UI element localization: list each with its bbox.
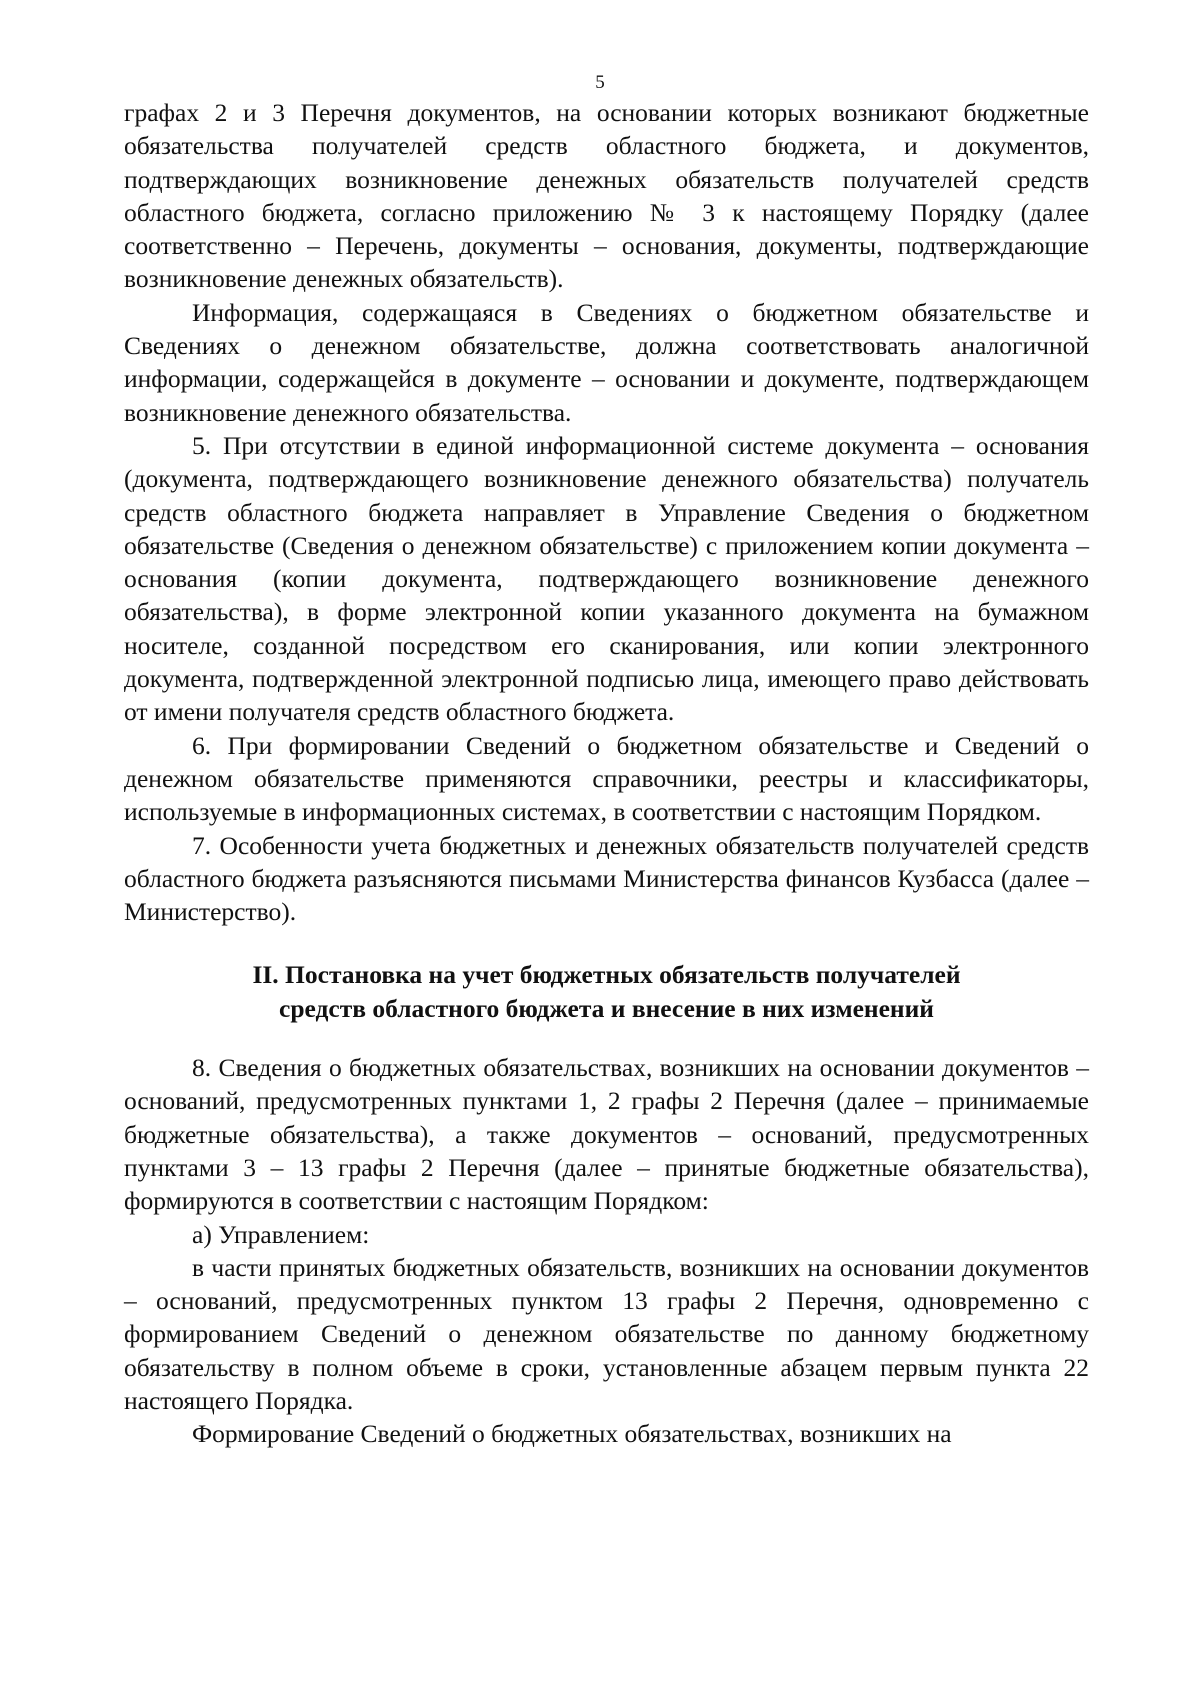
section-heading-line-2: средств областного бюджета и внесение в них изменений: [279, 993, 934, 1023]
paragraph-item-6: 6. При формировании Сведений о бюджетном обязательстве и Сведений о денежном обязательстве применяются справочники, реестры и классификаторы, используемые в информационных системах, в соответствии с настоящим Порядком.: [124, 730, 1089, 827]
paragraph-accepted-obligations: в части принятых бюджетных обязательств, возникших на основании документов – оснований, предусмотренных пунктом 13 графы 2 Перечня, одновременно с формированием Сведений о денежном обязательстве по данному бюджетному обязательству в полном объеме в сроки, установленные абзацем первым пункта 22 настоящего Порядка.: [124, 1252, 1089, 1415]
section-heading: [124, 958, 1089, 1025]
paragraph-item-5: 5. При отсутствии в единой информационной системе документа – основания (документа, подтверждающего возникновение денежного обязательства) получатель средств областного бюджета направляет в Управление Сведения о бюджетном обязательстве (Сведения о денежном обязательстве) с приложением копии документа – основания (копии документа, подтверждающего возникновение денежного обязательства), в форме электронной копии указанного документа на бумажном носителе, созданной посредством его сканирования, или копии электронного документа, подтвержденной электронной подписью лица, имеющего право действовать от имени получателя средств областного бюджета.: [124, 430, 1089, 727]
paragraph-information: Информация, содержащаяся в Сведениях о бюджетном обязательстве и Сведениях о денежном обязательстве, должна соответствовать аналогичной информации, содержащейся в документе – основании и документе, подтверждающем возникновение денежного обязательства.: [124, 297, 1089, 427]
paragraph-item-8: 8. Сведения о бюджетных обязательствах, возникших на основании документов – оснований, предусмотренных пунктами 1, 2 графы 2 Перечня (далее – принимаемые бюджетные обязательства), а также документов – оснований, предусмотренных пунктами 3 – 13 графы 2 Перечня (далее – принятые бюджетные обязательства), формируются в соответствии с настоящим Порядком:: [124, 1053, 1089, 1216]
page-number: 5: [595, 72, 605, 93]
section-heading-line-1: II. Постановка на учет бюджетных обязательств получателей: [252, 960, 961, 990]
paragraph-subitem-a: а) Управлением:: [192, 1219, 370, 1249]
paragraph-formation-start: Формирование Сведений о бюджетных обязательствах, возникших на: [192, 1419, 952, 1449]
paragraph-item-7: 7. Особенности учета бюджетных и денежных обязательств получателей средств областного бюджета разъясняются письмами Министерства финансов Кузбасса (далее – Министерство).: [124, 830, 1089, 927]
paragraph-continuation: графах 2 и 3 Перечня документов, на основании которых возникают бюджетные обязательства получателей средств областного бюджета, и документов, подтверждающих возникновение денежных обязательств получателей средств областного бюджета, согласно приложению № 3 к настоящему Порядку (далее соответственно – Перечень, документы – основания, документы, подтверждающие возникновение денежных обязательств).: [124, 98, 1089, 294]
document-body: [124, 96, 1089, 1451]
